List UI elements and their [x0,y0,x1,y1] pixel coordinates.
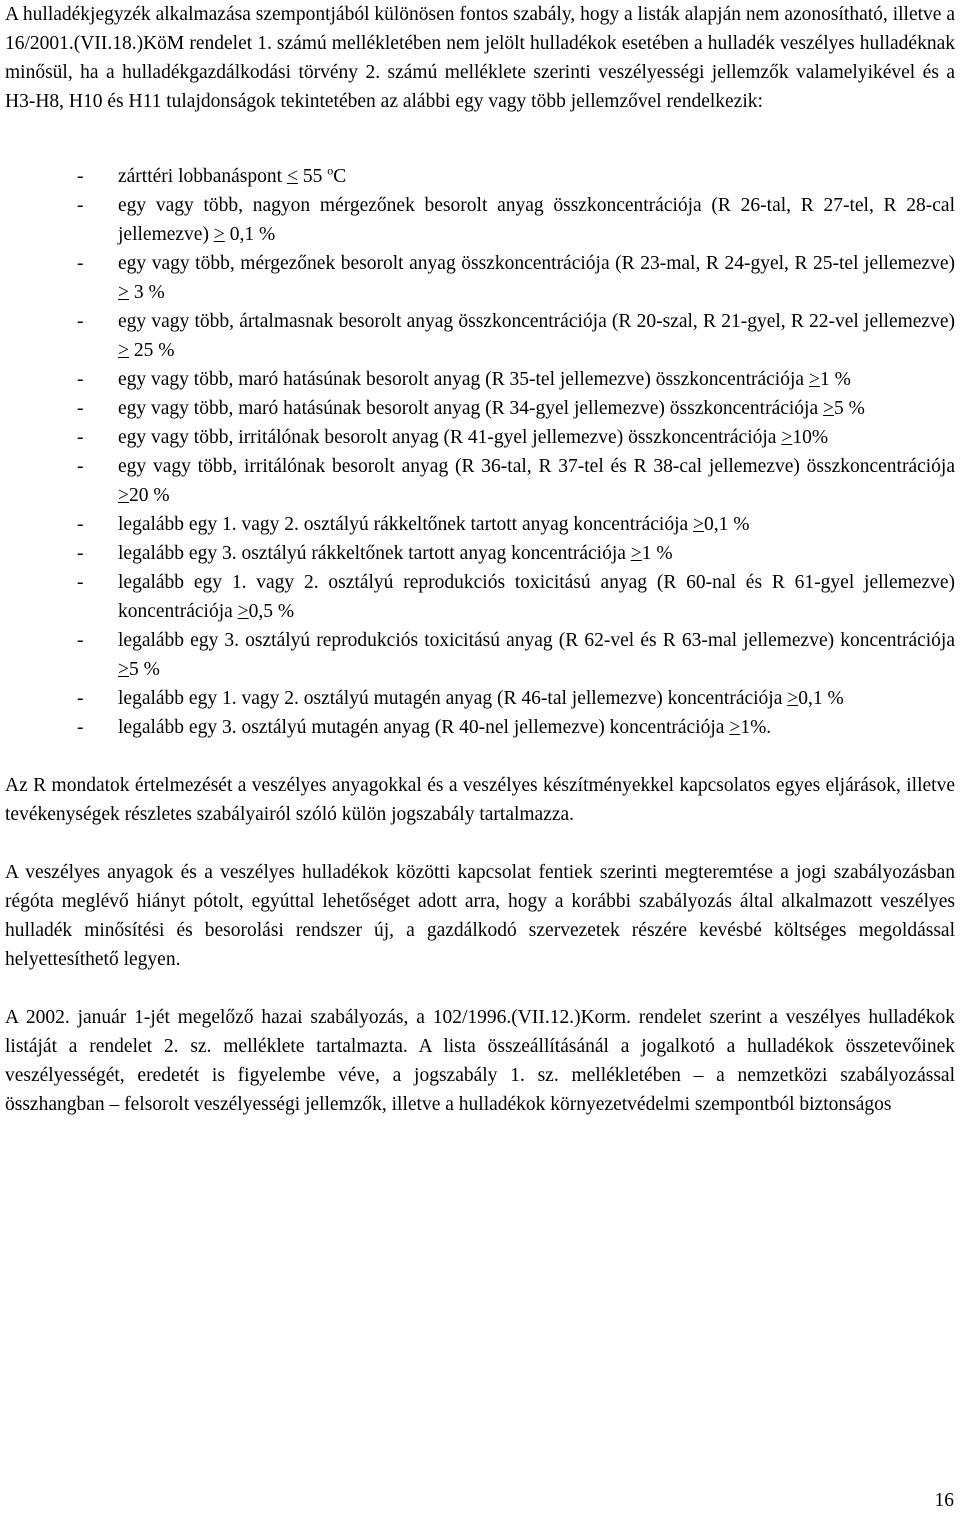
list-item-text: egy vagy több, nagyon mérgezőnek besorolt anyag összkoncentrációja (R 26-tal, R 27-tel, R 28-cal jellemezve) [118,195,955,245]
list-item-value: 1%. [740,717,772,738]
list-item-value: 5 % [129,659,160,680]
list-dash: - [77,514,84,535]
list-item-text: legalább egy 1. vagy 2. osztályú rákkeltőnek tartott anyag koncentrációja [118,514,694,535]
list-item-text: egy vagy több, maró hatásúnak besorolt anyag (R 34-gyel jellemezve) összkoncentrációja [118,398,824,419]
list-item-value: 25 % [129,340,175,361]
list-item-text: legalább egy 1. vagy 2. osztályú reprodukciós toxicitású anyag (R 60-nal és R 61-gyel jellemezve) koncentrációja [118,572,955,622]
list-item [5,423,955,452]
list-item [5,249,955,307]
degree-sup: o [327,163,334,178]
list-item-value: 55 [297,166,328,187]
list-item-value: 0,1 % [224,224,276,245]
list-item-text: legalább egy 3. osztályú reprodukciós toxicitású anyag (R 62-vel és R 63-mal jellemezve) koncentrációja [118,630,955,651]
list-dash: - [77,311,84,332]
document-page [5,0,955,1119]
list-item-value: 0,5 % [248,601,295,622]
list-item [5,539,955,568]
list-item-operator: > [729,717,741,738]
list-dash: - [77,369,84,390]
list-item-value: 10% [792,427,829,448]
list-item-operator: < [286,166,298,187]
list-item-operator: > [118,659,129,680]
list-item-value: 5 % [834,398,865,419]
r-sentences-paragraph: Az R mondatok értelmezését a veszélyes anyagokkal és a veszélyes készítményekkel kapcsolatos egyes eljárások, illetve tevékenységek részletes szabályairól szóló külön jogszabály tartalmazza. [5,775,955,825]
list-item-operator: > [781,427,793,448]
list-item-value: 1 % [819,369,851,390]
list-item [5,452,955,510]
list-item-text: zárttéri lobbanáspont [118,166,287,187]
list-item-operator: > [808,369,820,390]
list-item-text: legalább egy 1. vagy 2. osztályú mutagén anyag (R 46-tal jellemezve) koncentrációja [118,688,788,709]
list-item-text: legalább egy 3. osztályú mutagén anyag (R 40-nel jellemezve) koncentrációja [118,717,730,738]
list-item [5,713,955,742]
list-dash: - [77,456,84,477]
list-item-operator: > [118,340,129,361]
list-item [5,191,955,249]
page-number: 16 [934,1490,954,1511]
list-item [5,162,955,191]
list-item [5,510,955,539]
list-dash: - [77,688,84,709]
list-dash: - [77,166,84,187]
list-item [5,394,955,423]
list-dash: - [77,630,84,651]
list-item [5,307,955,365]
list-item [5,684,955,713]
list-item-value: 0,1 % [704,514,750,535]
list-dash: - [77,427,84,448]
list-item-operator: > [118,485,129,506]
list-dash: - [77,543,84,564]
list-item-text: egy vagy több, irritálónak besorolt anyag (R 41-gyel jellemezve) összkoncentrációja [118,427,782,448]
intro-paragraph: A hulladékjegyzék alkalmazása szempontjából különösen fontos szabály, hogy a listák alapján nem azonosítható, illetve a 16/2001.(VII.18.)KöM rendelet 1. számú mellékletében nem jelölt hulladékok esetében a hulladék veszélyes hulladéknak minősül, ha a hulladékgazdálkodási törvény 2. számú melléklete szerinti veszélyességi jellemzők valamelyikével és a H3-H8, H10 és H11 tulajdonságok tekintetében az alábbi egy vagy több jellemzővel rendelkezik: [5,4,955,112]
list-dash: - [77,572,84,593]
list-item-text: egy vagy több, maró hatásúnak besorolt anyag (R 35-tel jellemezve) összkoncentrációja [118,369,809,390]
list-item-value: 1 % [641,543,673,564]
list-dash: - [77,398,84,419]
list-item-text: legalább egy 3. osztályú rákkeltőnek tartott anyag koncentrációja [118,543,631,564]
list-item-value: 0,1 % [798,688,844,709]
list-dash: - [77,253,84,274]
list-item-operator: > [630,543,642,564]
relation-paragraph: A veszélyes anyagok és a veszélyes hulladékok közötti kapcsolat fentiek szerinti megteremtése a jogi szabályozásban régóta meglévő hiányt pótolt, egyúttal lehetőséget adott arra, hogy a korábbi szabályozás által alkalmazott veszélyes hulladék minősítési és besorolási rendszer új, a gazdálkodó szervezetek részére kevésbé költséges megoldással helyettesíthető legyen. [5,862,955,970]
list-item [5,568,955,626]
hazard-criteria-list [5,162,955,742]
list-item-operator: > [118,282,129,303]
list-dash: - [77,717,84,738]
list-item-operator: > [823,398,835,419]
list-item-operator: > [237,601,249,622]
list-item-unit: C [333,166,347,187]
list-item-text: egy vagy több, ártalmasnak besorolt anyag összkoncentrációja (R 20-szal, R 21-gyel, R 22-vel jellemezve) [118,311,955,332]
regulation-2002-paragraph: A 2002. január 1-jét megelőző hazai szabályozás, a 102/1996.(VII.12.)Korm. rendelet szerint a veszélyes hulladékok listáját a rendelet 2. sz. melléklete tartalmazta. A lista összeállításánál a jogalkotó a hulladékok összetevőinek veszélyességét, eredetét is figyelembe véve, a jogszabály 1. sz. mellékletében – a nemzetközi szabályozással összhangban – felsorolt veszélyességi jellemzők, illetve a hulladékok környezetvédelmi szempontból biztonságos [5,1007,955,1115]
list-item-text: egy vagy több, irritálónak besorolt anyag (R 36-tal, R 37-tel és R 38-cal jellemezve) összkoncentrációja [118,456,955,477]
list-dash: - [77,195,84,216]
list-item-operator: > [693,514,705,535]
list-item-value: 20 % [129,485,170,506]
list-item-text: egy vagy több, mérgezőnek besorolt anyag összkoncentrációja (R 23-mal, R 24-gyel, R 25-tel jellemezve) [118,253,955,274]
list-item [5,365,955,394]
list-item [5,626,955,684]
list-item-operator: > [787,688,799,709]
list-item-operator: > [213,224,225,245]
list-item-value: 3 % [129,282,165,303]
